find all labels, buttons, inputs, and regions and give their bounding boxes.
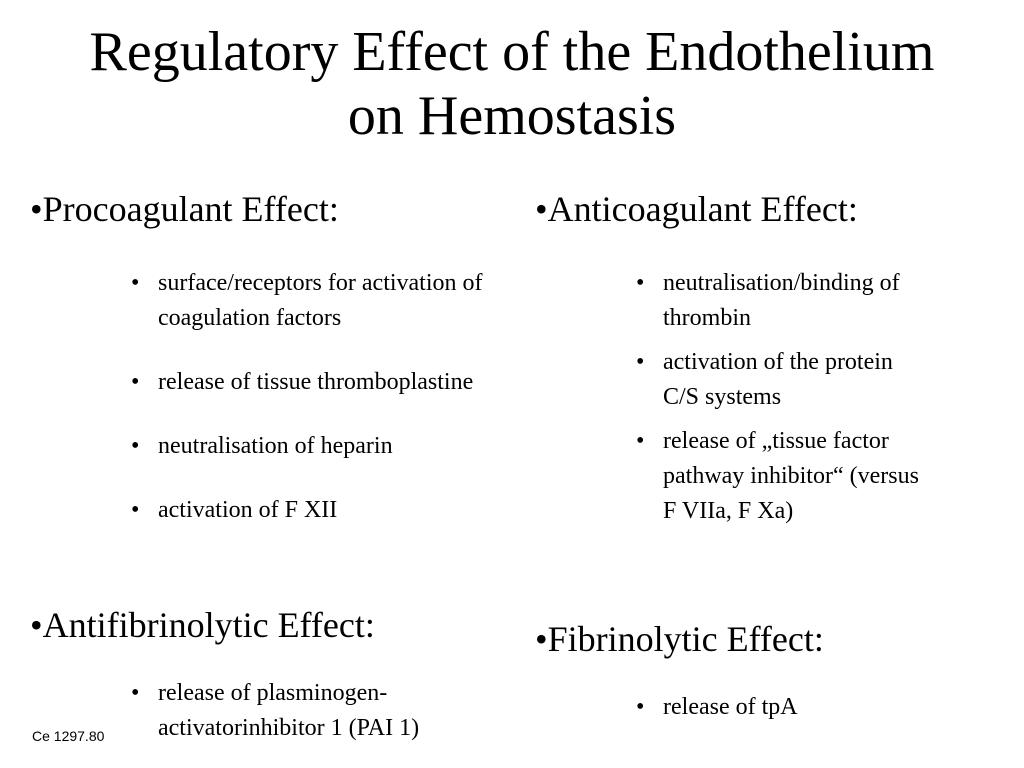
- list-item: • release of plasminogen-activatorinhibitor 1 (PAI 1): [131, 676, 451, 746]
- list-item: • neutralisation of heparin: [131, 429, 531, 464]
- list-item: • release of tpA: [636, 690, 936, 725]
- list-item: • neutralisation/binding of thrombin: [636, 266, 921, 336]
- slide-title-line-1: Regulatory Effect of the Endothelium: [89, 21, 935, 83]
- list-item: • release of „tissue factor pathway inhibitor“ (versus F VIIa, F Xa): [636, 424, 921, 529]
- anticoagulant-list: [636, 266, 921, 529]
- procoagulant-heading: •Procoagulant Effect:: [30, 189, 339, 229]
- antifibrinolytic-list: [131, 676, 451, 746]
- slide-title-line-2: on Hemostasis: [347, 85, 677, 147]
- fibrinolytic-heading: •Fibrinolytic Effect:: [535, 619, 824, 659]
- list-item: • activation of F XII: [131, 493, 531, 528]
- list-item: • activation of the protein C/S systems: [636, 345, 921, 415]
- list-item: • release of tissue thromboplastine: [131, 365, 531, 400]
- list-item: • surface/receptors for activation of coagulation factors: [131, 266, 531, 336]
- fibrinolytic-list: [636, 690, 936, 725]
- procoagulant-list: [131, 266, 531, 528]
- slide-title: [0, 20, 1024, 148]
- slide-footer-code: Ce 1297.80: [32, 728, 105, 744]
- antifibrinolytic-heading: •Antifibrinolytic Effect:: [30, 605, 375, 645]
- anticoagulant-heading: •Anticoagulant Effect:: [535, 189, 858, 229]
